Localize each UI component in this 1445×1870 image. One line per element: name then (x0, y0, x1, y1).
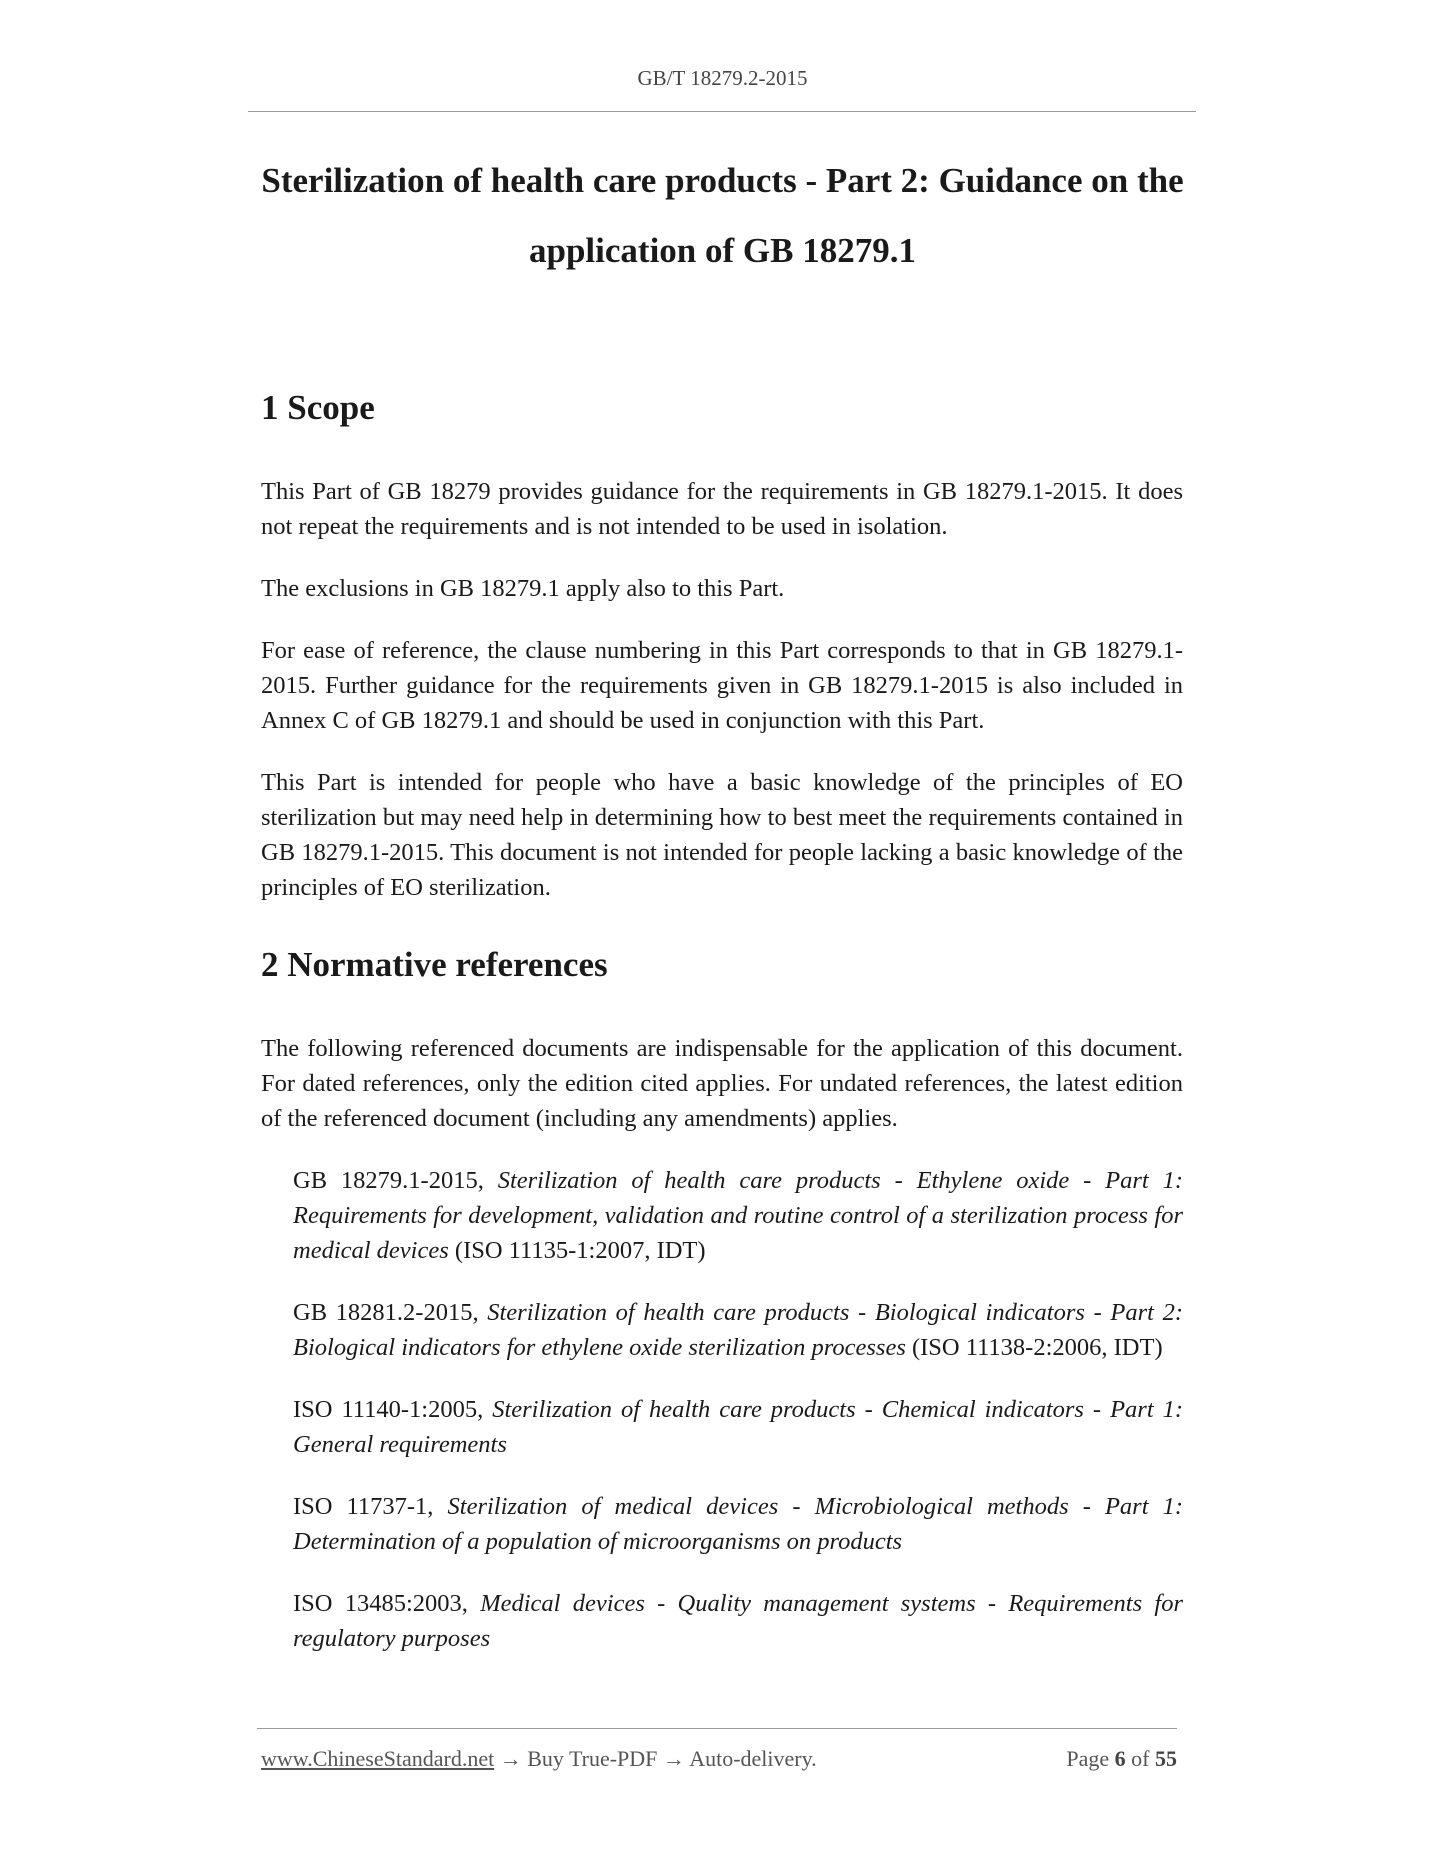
reference-code: GB 18281.2-2015, (293, 1299, 488, 1326)
reference-code: ISO 11140-1:2005, (293, 1396, 493, 1423)
reference-item (293, 1392, 1183, 1462)
reference-code: ISO 13485:2003, (293, 1590, 481, 1617)
scope-paragraph: The exclusions in GB 18279.1 apply also to this Part. (261, 575, 785, 602)
running-header: GB/T 18279.2-2015 (637, 66, 808, 90)
reference-item (293, 1586, 1183, 1656)
normative-references-intro: The following referenced documents are indispensable for the application of this document. For dated references, only the edition cited applies. For undated references, the latest edition of the referenced document (including any amendments) applies. (261, 1035, 1183, 1132)
reference-title: Sterilization of medical devices - Microbiological methods - Part 1: Determination of a population of microorganisms on products (293, 1493, 1183, 1555)
header-divider (248, 111, 1196, 112)
footer-divider (257, 1728, 1177, 1729)
page-number: 6 (1114, 1746, 1126, 1771)
reference-code: ISO 11737-1, (293, 1493, 448, 1520)
scope-paragraph: This Part is intended for people who have a basic knowledge of the principles of EO sterilization but may need help in determining how to best meet the requirements contained in GB 18279.1-2015. This document is not intended for people lacking a basic knowledge of the principles of EO sterilization. (261, 769, 1183, 901)
page-of-label: of (1125, 1746, 1155, 1771)
scope-paragraph: For ease of reference, the clause numbering in this Part corresponds to that in GB 18279.1-2015. Further guidance for the requirements given in GB 18279.1-2015 is also included in Annex C of GB 18279.1 and should be used in conjunction with this Part. (261, 637, 1183, 734)
section-heading-scope: 1 Scope (261, 388, 375, 427)
reference-code: GB 18279.1-2015, (293, 1167, 498, 1194)
reference-suffix: (ISO 11135-1:2007, IDT) (448, 1237, 706, 1264)
reference-title: Sterilization of health care products - Biological indicators - Part 2: Biological indicators for ethylene oxide sterilization processes (293, 1299, 1183, 1361)
reference-item (293, 1163, 1183, 1268)
website-link[interactable]: www.ChineseStandard.net (261, 1746, 495, 1771)
footer-promo (261, 1746, 817, 1772)
reference-title: Medical devices - Quality management systems - Requirements for regulatory purposes (293, 1590, 1183, 1652)
reference-list (261, 1163, 1183, 1656)
footer-promo-text: → Buy True-PDF → Auto-delivery. (494, 1746, 817, 1771)
reference-item (293, 1295, 1183, 1365)
reference-item (293, 1489, 1183, 1559)
reference-title: Sterilization of health care products - Ethylene oxide - Part 1: Requirements for development, validation and routine control of a sterilization process for medical devices (293, 1167, 1183, 1264)
reference-suffix: (ISO 11138-2:2006, IDT) (905, 1334, 1163, 1361)
page-label: Page (1066, 1746, 1115, 1771)
scope-paragraph: This Part of GB 18279 provides guidance for the requirements in GB 18279.1-2015. It does not repeat the requirements and is not intended to be used in isolation. (261, 478, 1183, 540)
page-indicator (1066, 1746, 1177, 1772)
section-heading-normative-references: 2 Normative references (261, 945, 608, 984)
page-content (261, 386, 1183, 1683)
reference-title: Sterilization of health care products - Chemical indicators - Part 1: General requirements (293, 1396, 1184, 1458)
page-total: 55 (1155, 1746, 1177, 1771)
document-title: Sterilization of health care products - Part 2: Guidance on the application of GB 18279.1 (261, 161, 1184, 270)
